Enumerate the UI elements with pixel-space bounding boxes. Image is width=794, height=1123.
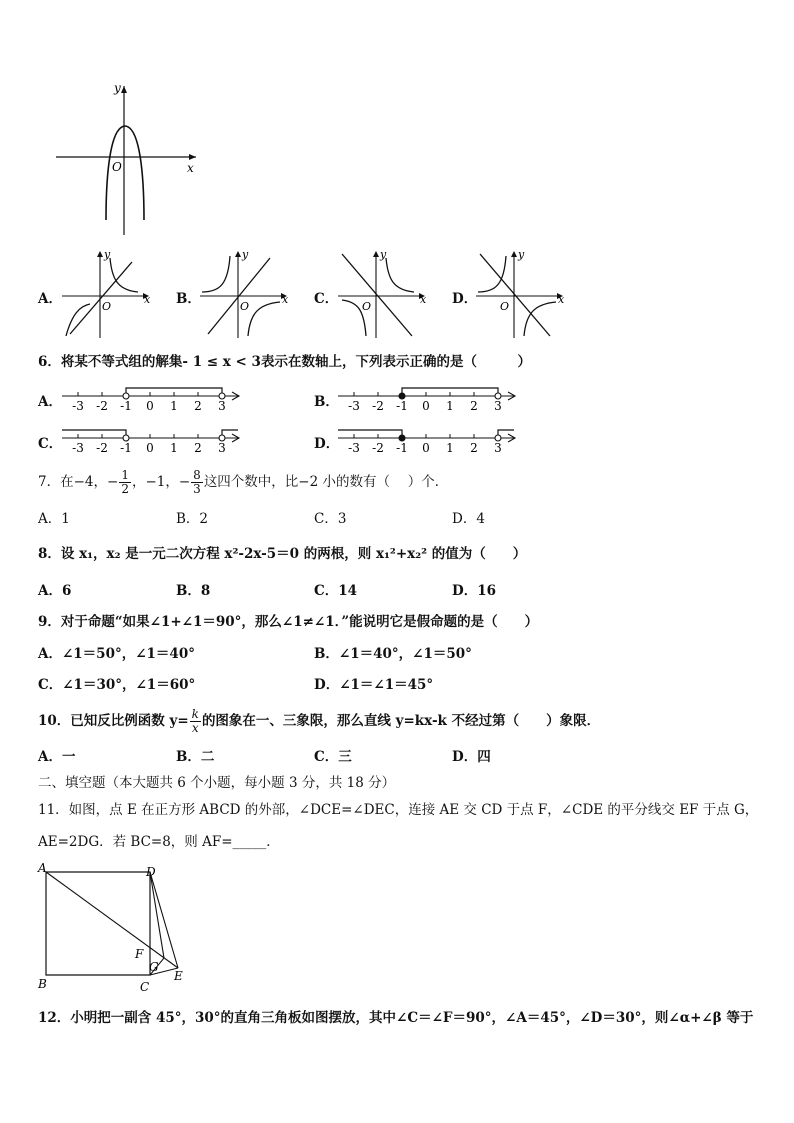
- q5-d-x-label: x: [558, 293, 565, 306]
- q5-c-x-label: x: [420, 293, 427, 306]
- q7-frac1-den: 2: [121, 482, 129, 496]
- section2-title: 二、填空题（本大题共 6 个小题，每小题 3 分，共 18 分）: [38, 775, 396, 791]
- q7-fraction-1: [119, 469, 131, 496]
- q5-c-origin-label: O: [362, 300, 372, 313]
- q10-option-a[interactable]: A．一: [38, 749, 76, 765]
- tick-label: -3: [72, 399, 84, 413]
- parabola-figure: [50, 80, 210, 240]
- q6-option-d-letter[interactable]: D．: [314, 436, 340, 452]
- q7-option-a[interactable]: A．1: [38, 511, 70, 527]
- q7-prefix: 7．在−4，: [38, 474, 107, 490]
- q8-option-a[interactable]: A．6: [38, 583, 72, 599]
- open-dot: [219, 435, 225, 441]
- solution-ray-left: [338, 430, 402, 438]
- q6-option-a-letter[interactable]: A．: [38, 394, 62, 410]
- point-label-e: E: [174, 969, 183, 983]
- q5-option-a-graph[interactable]: [60, 248, 155, 340]
- closed-dot: [399, 393, 405, 399]
- q6-option-d-numberline[interactable]: [336, 422, 521, 458]
- q7-suffix: 这四个数中，比−2 小的数有（ ）个．: [203, 474, 449, 490]
- q6-option-c-letter[interactable]: C．: [38, 436, 63, 452]
- open-dot: [123, 393, 129, 399]
- q8-option-b[interactable]: B．8: [176, 583, 211, 599]
- point-label-a: A: [38, 861, 47, 875]
- q7-stem: [38, 462, 448, 502]
- q7-fraction-2: [191, 469, 203, 496]
- q5-a-y-label: y: [104, 248, 111, 261]
- tick-label: 2: [194, 399, 202, 413]
- q5-a-origin-label: O: [102, 300, 112, 313]
- q5-option-d-graph[interactable]: [474, 248, 569, 340]
- open-dot: [219, 393, 225, 399]
- q8-option-c[interactable]: C．14: [314, 583, 358, 599]
- tick-label: 1: [170, 399, 178, 413]
- segment-de: [150, 872, 178, 968]
- q8-stem: 8．设 x₁，x₂ 是一元二次方程 x²-2x-5＝0 的两根，则 x₁²+x₂² 的值为（ ）: [38, 546, 527, 562]
- point-label-c: C: [140, 980, 150, 994]
- q5-b-y-label: y: [242, 248, 249, 261]
- tick-label: 2: [470, 441, 478, 455]
- q7-frac2-sign: −: [178, 474, 191, 490]
- tick-label: 0: [146, 399, 154, 413]
- q9-stem: 9．对于命题“如果∠1+∠1＝90°，那么∠1≠∠1．”能说明它是假命题的是（ ）: [38, 614, 539, 630]
- q10-suffix: 的图象在一、三象限，那么直线 y=kx-k 不经过第（ ）象限．: [201, 713, 601, 729]
- q7-frac2-num: 8: [193, 468, 201, 482]
- q10-stem: [38, 701, 600, 741]
- q11-line2: AE=2DG．若 BC=8，则 AF=_____．: [38, 834, 280, 850]
- q5-b-x-label: x: [282, 293, 289, 306]
- tick-label: -2: [96, 441, 108, 455]
- q6-stem: 6．将某不等式组的解集- 1 ≤ x < 3表示在数轴上，下列表示正确的是（ ）: [38, 354, 531, 370]
- q10-option-d[interactable]: D．四: [452, 749, 491, 765]
- q7-mid: ，−1，: [131, 474, 179, 490]
- q9-option-c[interactable]: C．∠1＝30°，∠1＝60°: [38, 677, 196, 693]
- x-axis-label: x: [187, 161, 194, 175]
- point-label-d: D: [146, 865, 156, 879]
- q7-frac1-num: 1: [121, 468, 129, 482]
- q10-prefix: 10．已知反比例函数 y=: [38, 713, 189, 729]
- q9-option-d[interactable]: D．∠1＝∠1＝45°: [314, 677, 434, 693]
- tick-label: -1: [396, 399, 408, 413]
- tick-label: -3: [72, 441, 84, 455]
- q9-option-b[interactable]: B．∠1＝40°，∠1＝50°: [314, 646, 472, 662]
- closed-dot: [399, 435, 405, 441]
- q10-fraction: [190, 708, 201, 735]
- q7-option-d[interactable]: D．4: [452, 511, 485, 527]
- q12-stem: 12．小明把一副含 45°，30°的直角三角板如图摆放，其中∠C＝∠F＝90°，∠A＝45°，∠D＝30°，则∠α+∠β 等于: [38, 1010, 754, 1026]
- q7-frac2-den: 3: [193, 482, 201, 496]
- open-dot: [495, 435, 501, 441]
- q5-c-y-label: y: [380, 248, 387, 261]
- tick-label: 3: [494, 399, 502, 413]
- q9-option-a[interactable]: A．∠1＝50°，∠1＝40°: [38, 646, 195, 662]
- q6-option-b-numberline[interactable]: [336, 380, 521, 416]
- q8-option-d[interactable]: D．16: [452, 583, 496, 599]
- y-axis-label: y: [114, 81, 121, 95]
- tick-label: -2: [96, 399, 108, 413]
- tick-label: 3: [494, 441, 502, 455]
- tick-label: 1: [446, 441, 454, 455]
- tick-label: -2: [372, 399, 384, 413]
- q5-option-a-letter[interactable]: A．: [38, 291, 62, 307]
- q10-frac-num: k: [191, 707, 199, 721]
- segment-dg: [150, 872, 164, 958]
- tick-label: 3: [218, 399, 226, 413]
- q5-option-b-letter[interactable]: B．: [176, 291, 201, 307]
- q5-b-origin-label: O: [240, 300, 250, 313]
- origin-label: O: [112, 160, 122, 174]
- q6-option-c-numberline[interactable]: [60, 422, 245, 458]
- q5-d-y-label: y: [518, 248, 525, 261]
- tick-label: -3: [348, 399, 360, 413]
- tick-label: -2: [372, 441, 384, 455]
- tick-label: 0: [146, 441, 154, 455]
- q11-square-figure: [34, 860, 194, 995]
- tick-label: -1: [120, 441, 132, 455]
- q5-option-c-graph[interactable]: [336, 248, 431, 340]
- tick-label: -3: [348, 441, 360, 455]
- q6-option-b-letter[interactable]: B．: [314, 394, 339, 410]
- q7-option-b[interactable]: B．2: [176, 511, 209, 527]
- point-label-g: G: [149, 960, 159, 974]
- q11-line1: 11．如图，点 E 在正方形 ABCD 的外部，∠DCE=∠DEC，连接 AE 交 CD 于点 F，∠CDE 的平分线交 EF 于点 G，: [38, 802, 759, 818]
- q6-option-a-numberline[interactable]: [60, 380, 245, 416]
- q10-option-c[interactable]: C．三: [314, 749, 352, 765]
- q5-d-origin-label: O: [500, 300, 510, 313]
- point-label-b: B: [38, 977, 47, 991]
- open-dot: [495, 393, 501, 399]
- q5-option-c-letter[interactable]: C．: [314, 291, 339, 307]
- tick-label: 0: [422, 399, 430, 413]
- open-dot: [123, 435, 129, 441]
- tick-label: 1: [170, 441, 178, 455]
- tick-label: 2: [194, 441, 202, 455]
- solution-ray-left: [62, 430, 126, 438]
- tick-label: 0: [422, 441, 430, 455]
- point-label-f: F: [135, 947, 144, 961]
- q7-frac1-sign: −: [107, 474, 119, 490]
- tick-label: 3: [218, 441, 226, 455]
- q10-frac-den: x: [191, 721, 199, 735]
- q5-option-b-graph[interactable]: [198, 248, 293, 340]
- tick-label: -1: [120, 399, 132, 413]
- q5-option-d-letter[interactable]: D．: [452, 291, 478, 307]
- q10-option-b[interactable]: B．二: [176, 749, 215, 765]
- tick-label: -1: [396, 441, 408, 455]
- tick-label: 1: [446, 399, 454, 413]
- tick-label: 2: [470, 399, 478, 413]
- q7-option-c[interactable]: C．3: [314, 511, 347, 527]
- q5-a-x-label: x: [144, 293, 151, 306]
